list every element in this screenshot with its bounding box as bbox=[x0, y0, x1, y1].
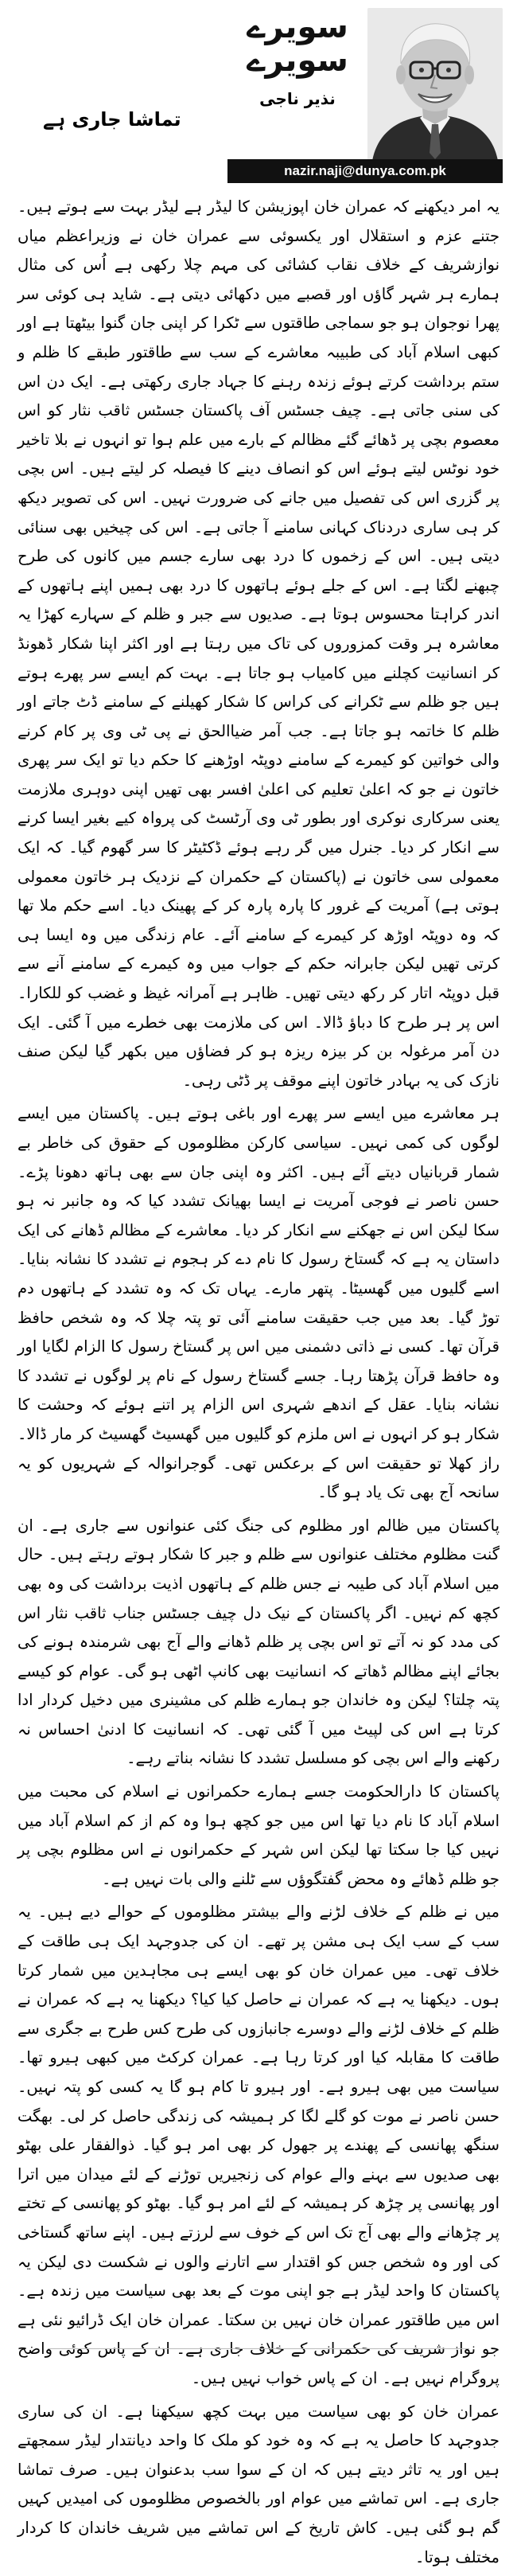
author-name: نذیر ناجی bbox=[259, 89, 336, 108]
column-title: تماشا جاری ہے bbox=[43, 108, 181, 131]
column-logo-line-2: سویرے bbox=[247, 42, 348, 79]
article-body bbox=[17, 193, 500, 2576]
column-logo-line-1: سویرے bbox=[247, 9, 348, 45]
author-email: nazir.naji@dunya.com.pk bbox=[227, 159, 503, 183]
author-portrait-image bbox=[367, 8, 503, 161]
article-paragraph: یہ امر دیکھنے کہ عمران خان اپوزیشن کا لیڈر ہے لیڈر بہت سے ہوتے ہیں۔ جتنے عزم و استقلال اور یکسوئی سے عمران خان نے وزیراعظم میاں نوازشریف کے خلاف نقاب کشائی کی مہم چلا رکھی ہے اُس کی مثال ہمارے ہر شہر گاؤں اور قصبے میں دکھائی دیتی ہے۔ شاید ہی کوئی سر پھرا نوجوان ہو جو سماجی طاقتوں سے ٹکرا کر اپنی جان گنوا بیٹھتا ہے اور کبھی اسلام آباد کی طبیبہ معاشرے کے سب سے طاقتور طبقے کا ظلم و ستم برداشت کرتے ہوئے زندہ رہنے کا جہاد جاری رکھتی ہے۔ ایک دن اس کی سنی جاتی ہے۔ چیف جسٹس آف پاکستان جسٹس ثاقب نثار کو اس معصوم بچی پر ڈھائے گئے مظالم کے بارے میں علم ہوا تو انہوں نے بلا تاخیر خود نوٹس لیتے ہوئے اس کو انصاف دینے کا فیصلہ کر لیتے ہیں۔ اس بچی پر گزری اس کی تفصیل میں جانے کی ضرورت نہیں۔ اس کی تصویر دیکھ کر ہی ساری دردناک کہانی سامنے آ جاتی ہے۔ اس کی چیخیں بھی سنائی دیتی ہیں۔ اس کے زخموں کا درد بھی سارے جسم میں کانوں کی طرح چبھنے لگتا ہے۔ اس کے جلے ہوئے ہاتھوں کا درد بھی ہمیں اپنے ہاتھوں کے اندر کراہتا محسوس ہوتا ہے۔ صدیوں سے جبر و ظلم کے سہارے کھڑا یہ معاشرہ ہر وقت کمزوروں کی تاک میں رہتا ہے اور اکثر اپنا شکار ڈھونڈ کر انسانیت کچلنے میں کامیاب ہو جاتا ہے۔ بہت کم ایسے سر پھرے ہوتے ہیں جو ظلم سے ٹکرانے کی کراس کا شکار کھیلنے کے سامنے ڈٹ جاتے اور ظلم کا خاتمہ ہو جاتا ہے۔ جب آمر ضیاالحق نے پی ٹی وی پر کام کرنے والی خواتین کو کیمرے کے سامنے دوپٹہ اوڑھنے کا حکم دیا تو ایک سر پھری خاتون نے جو کہ اعلیٰ تعلیم کی اعلیٰ افسر بھی تھیں اپنی دوہری ملازمت یعنی سرکاری نوکری اور بطور ٹی وی آرٹسٹ کی پرواہ کیے بغیر ایسا کرنے سے انکار کر دیا۔ جنرل میں گر رہے ہوئے ڈکٹیٹر کا سر گھوم گیا۔ کہ ایک معمولی سی خاتون نے (پاکستان کے حکمران کے نزدیک ہر خاتون معمولی ہوتی ہے) آمریت کے غرور کا پارہ پارہ کر کے پھینک دیا۔ اسے حکم ملا تھا کہ وہ دوپٹہ اوڑھ کر کیمرے کے سامنے آئے۔ عام زندگی میں وہ ایسا ہی کرتی تھیں لیکن جابرانہ حکم کے جواب میں وہ کیمرے کے سامنے آنے سے قبل دوپٹہ اتار کر رکھ دیتی تھیں۔ ظاہر ہے آمرانہ غیظ و غضب کو للکارا۔ اس پر ہر طرح کا دباؤ ڈالا۔ اس کی ملازمت بھی خطرے میں آ گئی۔ ایک دن آمر مرغولہ بن کر بیزہ ریزہ ہو کر فضاؤں میں بکھر گیا لیکن صنف نازک کی یہ بہادر خاتون اپنے موقف پر ڈٹی رہی۔ bbox=[17, 197, 500, 1090]
article-paragraph: پاکستان کا دارالحکومت جسے ہمارے حکمرانوں نے اسلام کی محبت میں اسلام آباد کا نام دیا تھا اس میں جو کچھ ہوا وہ کم از کم اسلام آباد میں نہیں کیا جا سکتا تھا لیکن اس شہر کے حکمرانوں نے اس مظلوم بچی پر جو ظلم ڈھائے وہ محض گفتگوؤں سے ٹلنے والی بات نہیں ہے۔ bbox=[17, 1782, 500, 1888]
article-paragraph: پاکستان میں ظالم اور مظلوم کی جنگ کئی عنوانوں سے جاری ہے۔ ان گنت مظلوم مختلف عنوانوں سے ظلم و جبر کا شکار ہوتے رہتے ہیں۔ حال میں اسلام آباد کی طیبہ نے جس ظلم کے ہاتھوں اذیت برداشت کی وہ بھی کچھ کم نہیں۔ اگر پاکستان کے نیک دل چیف جسٹس جناب ثاقب نثار اس کی مدد کو نہ آتے تو اس بچی پر ظلم ڈھانے والے آج بھی شرمندہ ہونے کی بجائے اپنے مظالم ڈھاتے کہ انسانیت بھی کانپ اٹھی ہو گی۔ عوام کو کیسے پتہ چلتا؟ لیکن وہ خاندان جو ہمارے ظلم کی مشینری میں دخیل کردار ادا کرتا ہے اس کی لپیٹ میں آ گئی تھی۔ کہ انسانیت کا ادنیٰ احساس نہ رکھنے والے اس بچی کو مسلسل تشدد کا نشانہ بناتے رہے۔ bbox=[17, 1516, 500, 1768]
author-photo bbox=[367, 8, 503, 161]
column-logo bbox=[223, 6, 503, 188]
article-paragraph: عمران خان کو بھی سیاست میں بہت کچھ سیکھنا ہے۔ ان کی ساری جدوجہد کا حاصل یہ ہے کہ وہ خود کو ملک کا واحد دیانتدار لیڈر سمجھتے ہیں اور یہ تاثر دیتے ہیں کہ ان کے سوا سب بدعنوان ہیں۔ صرف تماشا جاری ہے۔ اس تماشے میں عوام اور بالخصوص مظلوموں کی امیدیں کہیں گم ہو گئی ہیں۔ کاش تاریخ کے اس تماشے میں شریف خاندان کا کردار مختلف ہوتا۔ bbox=[17, 2402, 500, 2566]
column-masthead bbox=[11, 6, 506, 191]
article-paragraph: میں نے ظلم کے خلاف لڑنے والے بیشتر مظلوموں کے حوالے دیے ہیں۔ یہ سب کے سب ایک ہی مشن پر تھے۔ ان کی جدوجہد ایک ہی طاقت کے خلاف تھی۔ میں عمران خان کو بھی ایسے ہی مجاہدین میں شمار کرتا ہوں۔ دیکھنا یہ ہے کہ عمران نے حاصل کیا کیا؟ دیکھنا یہ ہے کہ عمران نے ظلم کے خلاف لڑنے والے دوسرے جانبازوں کی طرح کس طرح بے جگری سے طاقت کا مقابلہ کیا اور کرتا رہا ہے۔ عمران کرکٹ میں کبھی ہیرو تھا۔ سیاست میں بھی ہیرو ہے۔ اور ہیرو تا کام ہو گا یہ کسی کو پتہ نہیں۔ حسن ناصر نے موت کو گلے لگا کر ہمیشہ کی زندگی حاصل کر لی۔ بھگت سنگھ پھانسی کے پھندے پر جھول کر بھی امر ہو گیا۔ ذوالفقار علی بھٹو بھی صدیوں سے بہنے والے عوام کی زنجیریں توڑنے کے لئے میدان میں اترا اور پھانسی پر چڑھ کر ہمیشہ کے لئے امر ہو گیا۔ بھٹو کو پھانسی کے تختے پر چڑھانے والے بھی آج تک اس کے خوف سے لرزتے ہیں۔ اپنے ساتھ گستاخی کی اور وہ شخص جس کو اقتدار سے اتارنے والوں نے شکست دی لیکن یہ پاکستان کا واحد لیڈر ہے جو اپنی موت کے بعد بھی سیاست میں زندہ ہے۔ اس میں طاقتور عمران خان نہیں بن سکتا۔ عمران خان ایک ڈرائیو نئی ہے جو نواز شریف کی حکمرانی کے خلاف جاری ہے۔ ان کے پاس کوئی واضح پروگرام نہیں ہے۔ ان کے پاس خواب نہیں ہیں۔ bbox=[17, 1903, 500, 2387]
column-logo-text bbox=[231, 6, 364, 108]
bottom-divider bbox=[48, 2348, 469, 2349]
article-paragraph: ہر معاشرے میں ایسے سر پھرے اور باغی ہوتے ہیں۔ پاکستان میں ایسے لوگوں کی کمی نہیں۔ سیاسی کارکن مظلوموں کے حقوق کی خاطر بے شمار قربانیاں دیتے آئے ہیں۔ اکثر وہ اپنی جان سے بھی ہاتھ دھونا پڑے۔ حسن ناصر نے فوجی آمریت نے ایسا بھیانک تشدد کیا کہ وہ جانبر نہ ہو سکا لیکن اس نے جھکنے سے انکار کر دیا۔ معاشرے کے مظالم ڈھانے کی ایک داستان یہ ہے کہ گستاخ رسول کا نام دے کر ہجوم نے تشدد کا نشانہ بنایا۔ اسے گلیوں میں گھسیٹا۔ پتھر مارے۔ یہاں تک کہ وہ تشدد کے ہاتھوں دم توڑ گیا۔ بعد میں جب حقیقت سامنے آئی تو پتہ چلا کہ وہ شخص حافظ قرآن تھا۔ کسی نے ذاتی دشمنی میں اس پر گستاخ رسول کا الزام لگایا اور وہ حافظ قرآن پڑھتا رہا۔ جسے گستاخ رسول کے نام پر لوگوں نے تشدد کا نشانہ بنایا۔ عقل کے اندھے شہری اس الزام پر اتنے ہوئے کہ وحشت کا شکار ہو کر انہوں نے اس ملزم کو گلیوں میں گھسیٹ گھسیٹ کر مار ڈالا۔ راز کھلا تو حقیقت اس کے برعکس تھی۔ گوجرانوالہ کے شہریوں کو یہ سانحہ آج بھی تک یاد ہو گا۔ bbox=[17, 1104, 500, 1502]
